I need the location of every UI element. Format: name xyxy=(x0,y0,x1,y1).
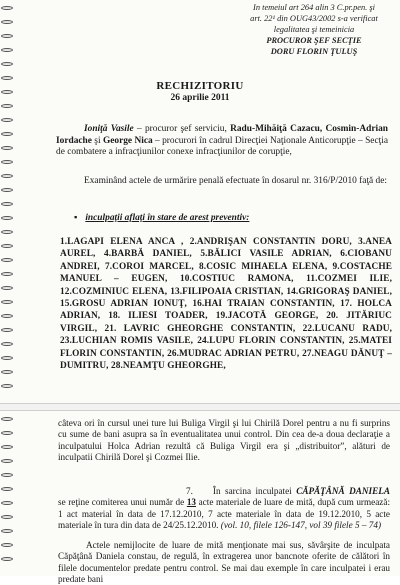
page2-charge-paragraph xyxy=(58,486,390,531)
document-title: RECHIZITORIU xyxy=(156,80,244,92)
bullet-icon: ▪ xyxy=(74,213,78,223)
text-span: şi xyxy=(91,135,103,146)
section-number: 7. xyxy=(186,486,193,496)
examination-paragraph xyxy=(56,176,388,188)
text-span: Actele nemijlocite de luare de mită menţionate mai sus, săvârşite de inculpata Căpăţână Daniela constau, de regulă, în extragerea unor bancnote oferite de călători în filele documentelor predate pentru control. Se mai dau exemple în care inculpatei i erau predate bani xyxy=(58,540,390,584)
text-span: se reţine comiterea unui număr de xyxy=(58,497,187,508)
text-span: În sarcina inculpatei xyxy=(212,486,297,496)
act-count: 13 xyxy=(186,497,197,508)
prosecutors-paragraph xyxy=(56,124,388,159)
page2-paragraph xyxy=(58,540,390,585)
prosecutor-name: Ioniţă Vasile xyxy=(84,124,134,134)
file-reference: (vol. 10, filele 126-147, vol 39 filele 5 – 74) xyxy=(220,519,382,530)
stamp-signer-name: DORU FLORIN ŢULUŞ xyxy=(270,47,358,56)
defendants-heading xyxy=(74,213,249,223)
stamp-line: legalitatea şi temeinicia xyxy=(273,25,355,34)
prosecutor-name: George Nica xyxy=(102,135,153,146)
text-span: – procurori în cadrul Direcţiei Naţionale Anticorupţie – Secţia de combatere a infracţiunilor conexe infracţiunilor de corupţie, xyxy=(56,135,388,158)
verification-stamp xyxy=(232,2,396,57)
text-span: acte materiale de luare de mită, după cum urmează: 1 act material în data de 17.12.2010, 7 acte materiale în data de 19.12.2010, 5 acte materiale în tura din data de 24/25.12.2010. xyxy=(58,497,390,530)
page2-paragraph: câteva ori în cursul unei ture lui Buliga Virgil şi lui Chirilă Dorel pentru a nu fi surprins cu sume de bani asupra sa în eventualitatea unui control. Din cea de-a doua declaraţie a inculpatului Holca Adrian rezultă că Buliga Virgil era şi „distribuitor”, alături de inculpatii Chirilă Dorel şi Cozmei Ilie. xyxy=(58,418,390,462)
stamp-line: art. 22¹ din OUG43/2002 s-a verificat xyxy=(250,14,378,23)
stamp-line: In temeiul art 264 alin 3 C.pr.pen. şi xyxy=(253,3,375,12)
page-separator xyxy=(0,403,400,411)
spiral-binding xyxy=(0,0,16,403)
spiral-binding xyxy=(0,411,16,576)
defendant-name: CĂPĂŢÂNĂ DANIELA xyxy=(296,486,390,496)
prosecutor-name: Radu-Mihăiţă Cazacu, Cosmin-Adrian Iordache xyxy=(56,124,389,146)
text-span: – procuror şef serviciu, xyxy=(133,124,231,134)
text-span: Examinând actele de urmărire penală efectuate în dosarul nr. 316/P/2010 faţă de: xyxy=(84,176,388,186)
defendants-heading-label: inculpaţii aflaţi în stare de arest preventiv: xyxy=(85,213,250,223)
document-date: 26 aprilie 2011 xyxy=(170,93,230,103)
stamp-signer-title: PROCUROR ŞEF SECŢIE xyxy=(266,36,362,45)
defendants-list: 1.LAGAPI ELENA ANCA , 2.ANDRIŞAN CONSTANTIN DORU, 3.ANEA AUREL, 4.BARBĂ DANIEL, 5.BĂLICI VASILE ADRIAN, 6.CIOBANU ANDREI, 7.COROI MARCEL, 8.COSIC MIHAELA ELENA, 9.COSTACHE MANUEL – EUGEN, 10.COSTIUC RAMONA, 11.COZMEI ILIE, 12.COZMINIUC ELENA, 13.FILIPOAIA CRISTIAN, 14.GRIGORAŞ DANIEL, 15.GROSU ADRIAN IONUŢ, 16.HAI TRAIAN CONSTANTIN, 17. HOLCA ADRIAN, 18. ILIESI TOADER, 19.JACOTĂ GEORGE, 20. JITĂRIUC VIRGIL, 21. LAVRIC GHEORGHE CONSTANTIN, 22.LUCANU RADU, 23.LUCHIAN ROMIS VASILE, 24.LUPU FLORIN CONSTANTIN, 25.MATEI FLORIN CONSTANTIN, 26.MUDRAC ADRIAN PETRU, 27.NEAGU DĂNUŢ – DUMITRU, 28.NEAMŢU GHEORGHE, xyxy=(60,237,392,372)
